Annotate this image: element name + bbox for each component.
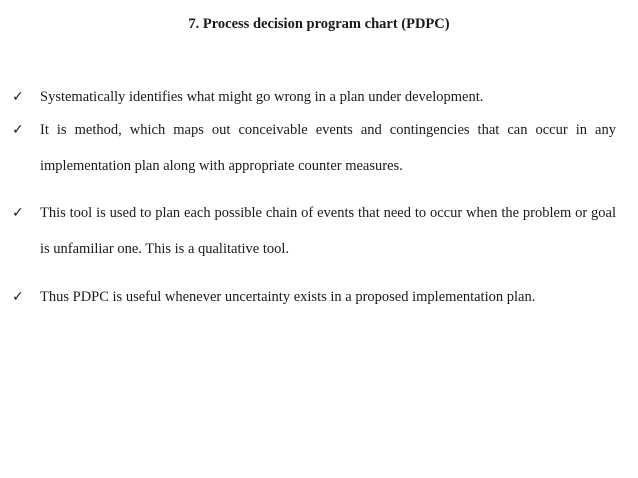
slide-title: 7. Process decision program chart (PDPC) <box>188 16 450 32</box>
bullet-text: It is method, which maps out conceivable events and contingencies that can occur in any implementation plan along with appropriate counter measures. <box>40 122 616 174</box>
check-icon: ✓ <box>12 89 24 105</box>
bullet-item <box>12 203 616 267</box>
check-icon: ✓ <box>12 122 24 138</box>
check-icon: ✓ <box>12 205 24 221</box>
bullet-text: Systematically identifies what might go wrong in a plan under development. <box>40 89 484 105</box>
check-icon: ✓ <box>12 289 24 305</box>
bullet-item <box>12 87 616 107</box>
bullet-text: Thus PDPC is useful whenever uncertainty exists in a proposed implementation plan. <box>40 289 536 305</box>
bullet-text: This tool is used to plan each possible chain of events that need to occur when the problem or goal is unfamiliar one. This is a qualitative tool. <box>40 205 616 257</box>
bullet-item <box>12 287 616 307</box>
bullet-item <box>12 120 616 184</box>
